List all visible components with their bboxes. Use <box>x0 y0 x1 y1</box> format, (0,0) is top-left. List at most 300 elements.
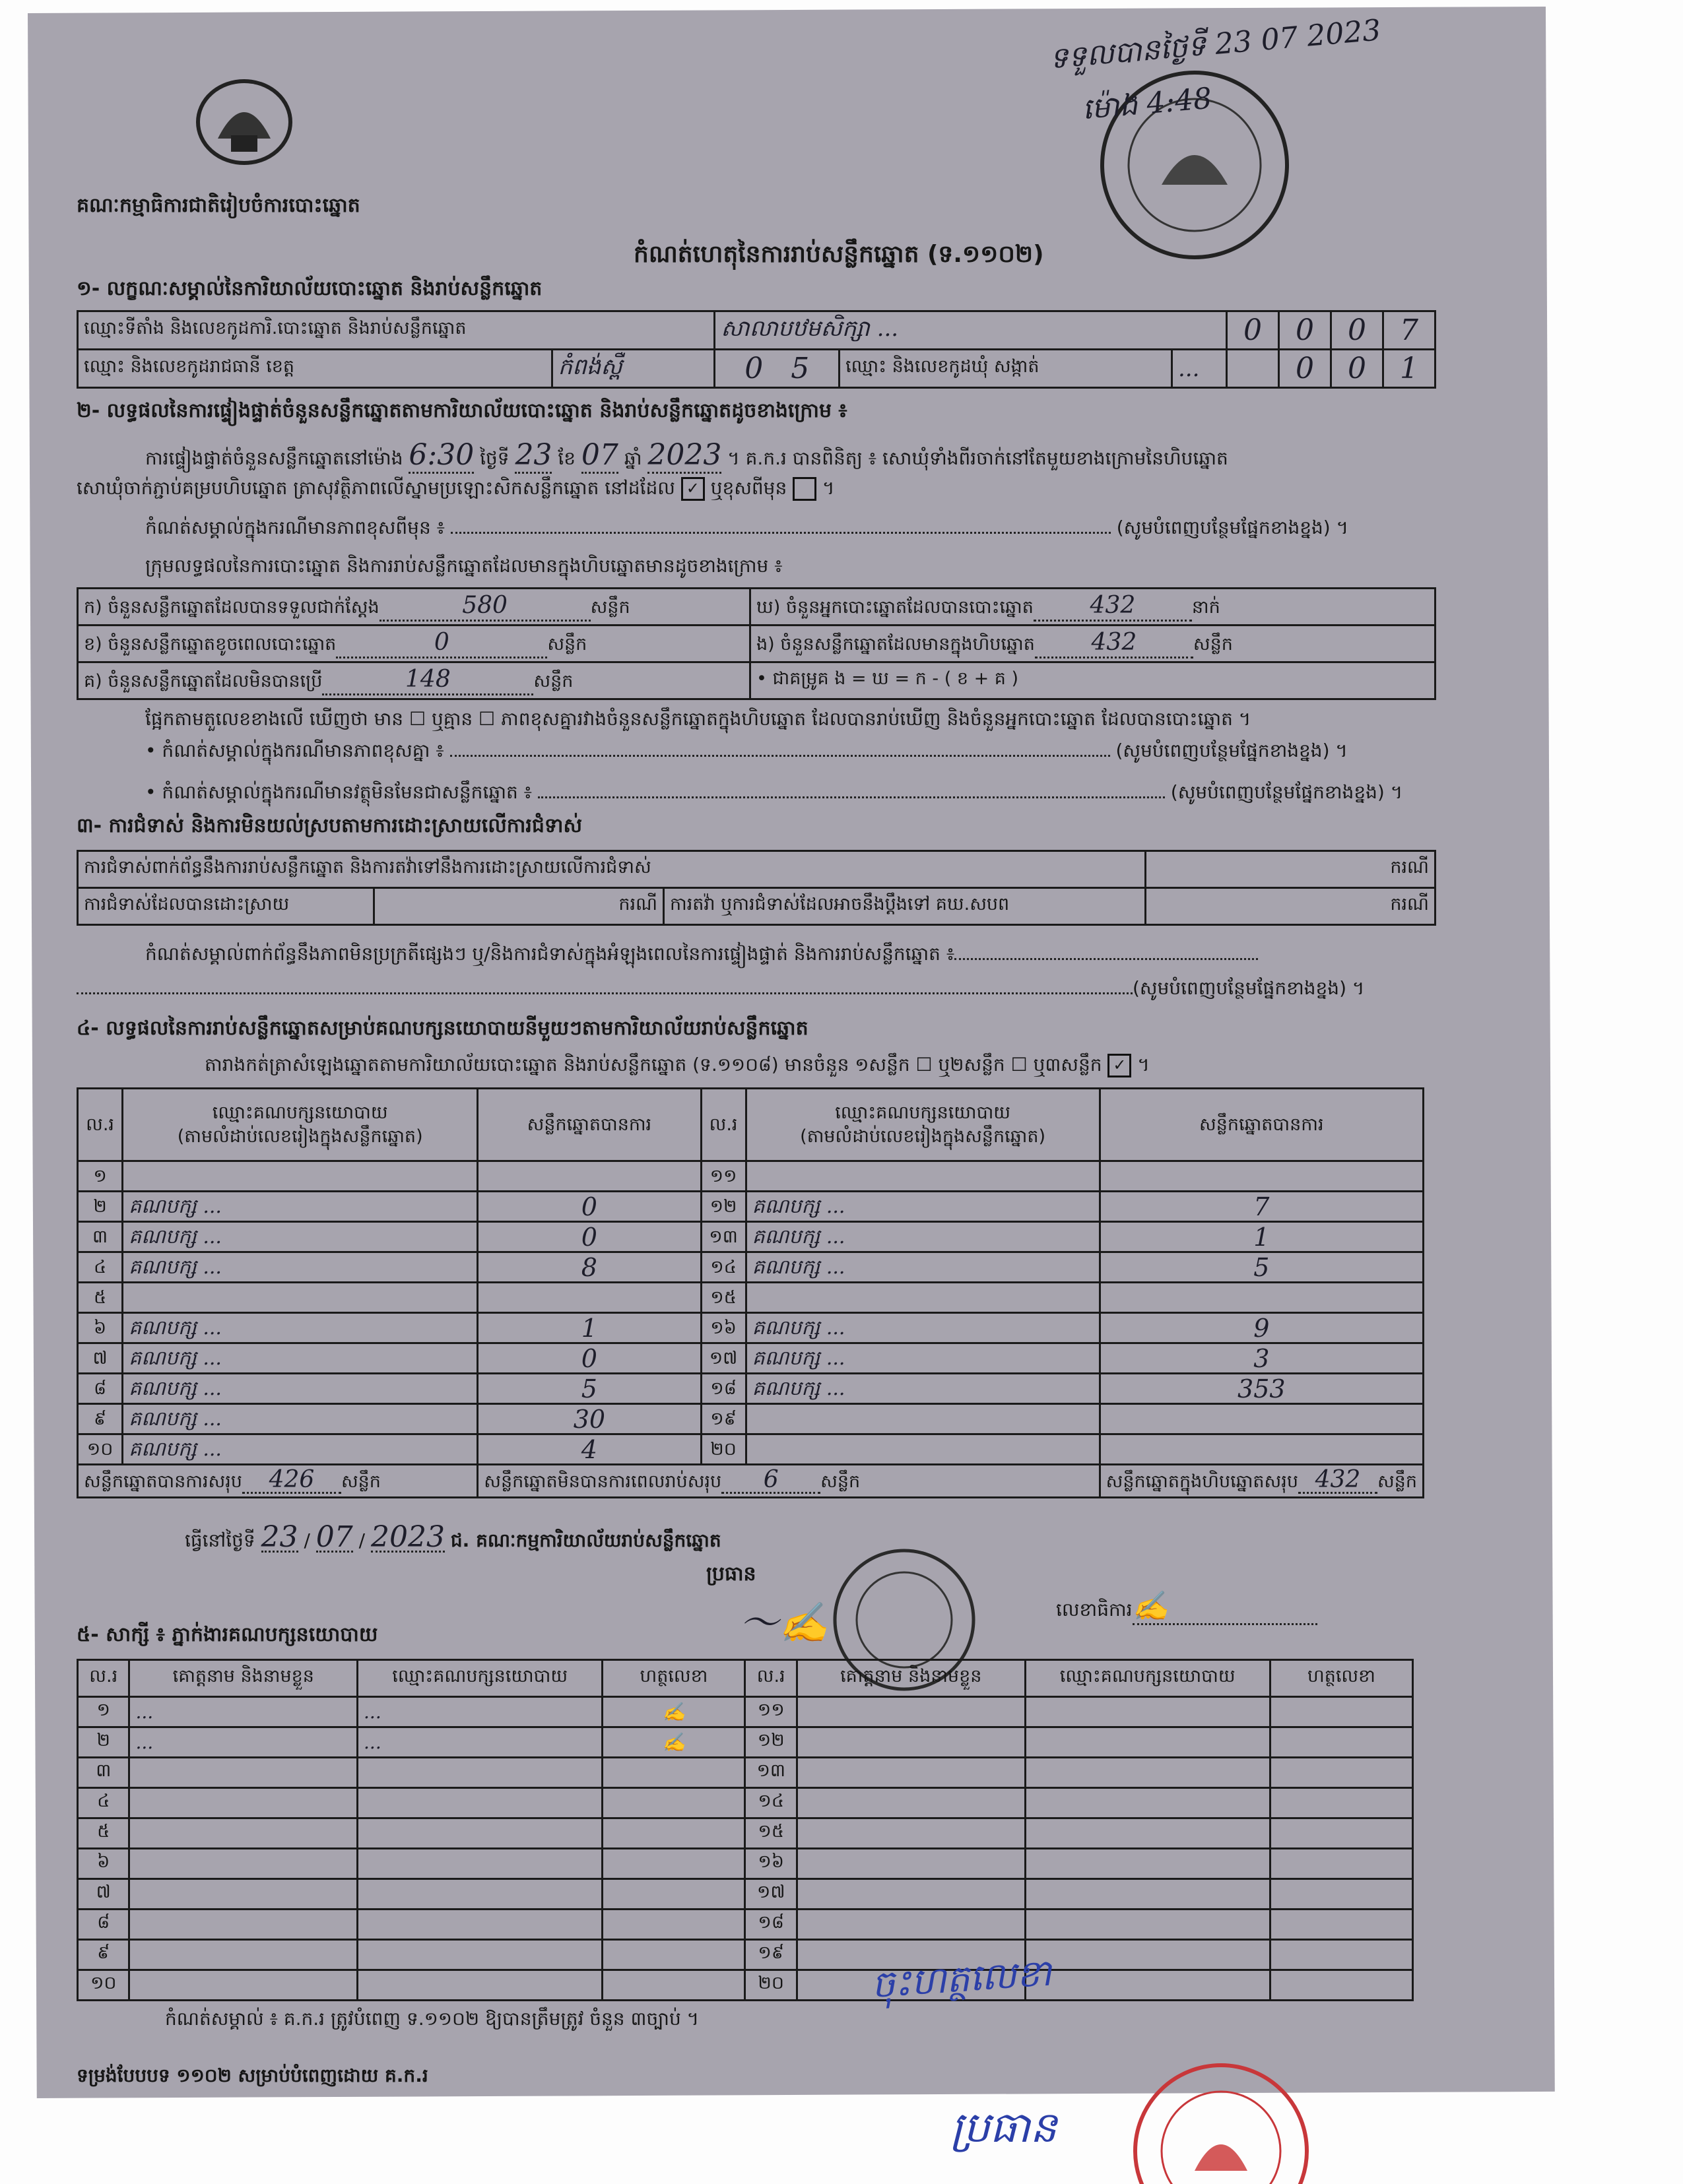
witness-name <box>129 1818 358 1849</box>
witness-no: ៧ <box>78 1879 129 1910</box>
party-row <box>78 1343 1424 1374</box>
witness-no: ១៥ <box>745 1818 797 1849</box>
secretary-line <box>1056 1589 1317 1625</box>
station-code-digit: 0 <box>1279 311 1331 350</box>
witness-no: ១២ <box>745 1727 797 1758</box>
party-row <box>78 1404 1424 1434</box>
col-name-header: គោត្តនាម និងនាមខ្លួន <box>129 1660 358 1697</box>
made-day: 23 <box>261 1520 298 1554</box>
text: ឈ្មោះគណបក្សនយោបាយ <box>212 1102 388 1123</box>
verification-line-2: សោឃុំចាក់ភ្ជាប់គម្របហិបឆ្នោត ត្រាសុវត្ថិភាពលើស្នាមប្រឡោះសិកសន្លឹកឆ្នោត នៅដដែល ✓ ឬខុសពីមុន ។ <box>77 476 835 503</box>
witness-row <box>78 1697 1413 1727</box>
unit: សន្លឹក <box>820 1471 861 1492</box>
col-no-header: ល.រ <box>745 1660 797 1697</box>
party-no: ១១ <box>701 1161 746 1192</box>
note-blank <box>954 958 1258 960</box>
party-row <box>78 1374 1424 1404</box>
col-no-header: ល.រ <box>78 1660 129 1697</box>
text: ឆ្នាំ <box>624 447 642 469</box>
witness-no: ១៤ <box>745 1788 797 1818</box>
witness-no: ៥ <box>78 1818 129 1849</box>
party-votes: 5 <box>1100 1252 1423 1283</box>
witness-no: ១០ <box>78 1970 129 2001</box>
witness-table <box>77 1659 1414 2001</box>
section4-heading: ៤- លទ្ធផលនៃការរាប់សន្លឹកឆ្នោតសម្រាប់គណបក្សនយោបាយនីមួយៗតាមការិយាល័យរាប់សន្លឹកឆ្នោត <box>77 1017 808 1040</box>
party-no: ១០ <box>78 1434 123 1465</box>
unit: សន្លឹក <box>533 670 574 691</box>
party-row <box>78 1252 1424 1283</box>
witness-row <box>78 1818 1413 1849</box>
totals-row <box>78 1465 1424 1498</box>
objection-cases: ករណី <box>1146 851 1436 888</box>
witness-no: ៣ <box>78 1758 129 1788</box>
station-label: ឈ្មោះទីតាំង និងលេខកូដការិ.បោះឆ្នោត និងរាប់សន្លឹកឆ្នោត <box>78 311 715 350</box>
witness-row <box>78 1788 1413 1818</box>
count-label: គ) ចំនួនសន្លឹកឆ្នោតដែលមិនបានប្រើ <box>84 670 323 691</box>
witness-name <box>797 1727 1025 1758</box>
form-footer: ទម្រង់បែបបទ ១១០២ សម្រាប់បំពេញដោយ គ.ក.រ <box>77 2065 428 2086</box>
count-label: ង) ចំនួនសន្លឹកឆ្នោតដែលមានក្នុងហិបឆ្នោត <box>756 633 1035 655</box>
text: ថ្ងៃទី <box>480 447 510 469</box>
text: • កំណត់សម្គាល់ក្នុងករណីមានវត្ថុមិនមែនជាសន្លឹកឆ្នោត ៖ <box>145 781 532 803</box>
spacer <box>1227 350 1279 388</box>
witness-party: ... <box>358 1727 603 1758</box>
party-no: ៤ <box>78 1252 123 1283</box>
witness-party <box>358 1818 603 1849</box>
note-diff-line <box>145 739 1432 766</box>
witness-name: ... <box>129 1697 358 1727</box>
party-name: គណបក្ស ... <box>746 1374 1100 1404</box>
box-total: 432 <box>1298 1468 1377 1494</box>
appeal-cases: ករណី <box>1146 888 1436 925</box>
witness-signature <box>603 1849 745 1879</box>
party-name: គណបក្ស ... <box>123 1192 478 1222</box>
text: តារាងកត់ត្រាសំឡេងឆ្នោតតាមការិយាល័យបោះឆ្នោត និងរាប់សន្លឹកឆ្នោត (ទ.១១០៨) មានចំនួន ១សន្លឹក ☐ ឬ២សន្លឹក ☐ ឬ៣សន្លឹក <box>205 1054 1102 1076</box>
party-row <box>78 1161 1424 1192</box>
party-votes <box>1100 1404 1423 1434</box>
witness-signature: ✍ <box>603 1697 745 1727</box>
count-left-cell <box>78 626 750 662</box>
party-name: គណបក្ស ... <box>123 1343 478 1374</box>
verification-line-1 <box>145 438 1228 474</box>
box-total-cell <box>1100 1465 1423 1498</box>
party-no: ១៥ <box>701 1283 746 1313</box>
witness-row <box>78 1758 1413 1788</box>
party-votes: 8 <box>478 1252 701 1283</box>
party-votes: 7 <box>1100 1192 1423 1222</box>
witness-row <box>78 1879 1413 1910</box>
party-name: គណបក្ស ... <box>123 1374 478 1404</box>
count-left-cell <box>78 589 750 626</box>
party-name: គណបក្ស ... <box>123 1313 478 1343</box>
text: សន្លឹកឆ្នោតបានការសរុប <box>84 1471 242 1492</box>
text: ឈ្មោះគណបក្សនយោបាយ <box>835 1102 1010 1123</box>
province-code-digit: 5 <box>791 352 810 385</box>
section5-heading: ៥- សាក្សី ៖ ភ្នាក់ងារគណបក្សនយោបាយ <box>77 1623 378 1646</box>
party-name <box>123 1161 478 1192</box>
col-votes-header: សន្លឹកឆ្នោតបានការ <box>1100 1089 1423 1161</box>
station-code-digit: 7 <box>1383 311 1436 350</box>
count-label: ក) ចំនួនសន្លឹកឆ្នោតដែលបានទទួលជាក់ស្តែង <box>84 596 380 618</box>
witness-party <box>358 1940 603 1970</box>
witness-party <box>1025 1788 1270 1818</box>
verification-time: 6:30 <box>409 438 474 474</box>
count-left-cell <box>78 662 750 699</box>
unit: សន្លឹក <box>590 596 630 618</box>
objections-table <box>77 850 1436 926</box>
party-no: ២០ <box>701 1434 746 1465</box>
text: កំណត់សម្គាល់ក្នុងករណីមានភាពខុសពីមុន ៖ <box>145 517 445 538</box>
text: ការផ្ទៀងផ្ទាត់ចំនួនសន្លឹកឆ្នោតនៅម៉ោង <box>145 447 403 469</box>
party-votes: 4 <box>478 1434 701 1465</box>
party-votes: 5 <box>478 1374 701 1404</box>
witness-party <box>1025 1727 1270 1758</box>
party-row <box>78 1192 1424 1222</box>
party-no: ៥ <box>78 1283 123 1313</box>
objection-note <box>145 942 1258 969</box>
witness-signature: ✍ <box>603 1727 745 1758</box>
witness-party <box>1025 1910 1270 1940</box>
result-intro: ក្រុមលទ្ធផលនៃការបោះឆ្នោត និងការរាប់សន្លឹកឆ្នោតដែលមានក្នុងហិបឆ្នោតមានដូចខាងក្រោម ៖ <box>145 555 783 577</box>
party-no: ២ <box>78 1192 123 1222</box>
party-votes: 1 <box>478 1313 701 1343</box>
witness-signature <box>603 1879 745 1910</box>
witness-party <box>1025 1818 1270 1849</box>
commune-value: ... <box>1172 350 1227 388</box>
witness-party <box>358 1758 603 1788</box>
witness-signature <box>1270 1758 1412 1788</box>
party-votes <box>478 1283 701 1313</box>
commune-code-digit: 0 <box>1331 350 1383 388</box>
witness-no: ១៣ <box>745 1758 797 1788</box>
party-name <box>746 1161 1100 1192</box>
section2-heading: ២- លទ្ធផលនៃការផ្ទៀងផ្ទាត់ចំនួនសន្លឹកឆ្នោតតាមការិយាល័យបោះឆ្នោត និងរាប់សន្លឹកឆ្នោតដូចខាងក្រោម ៖ <box>77 399 847 422</box>
witness-name <box>797 1818 1025 1849</box>
nec-emblem-logo <box>191 73 297 172</box>
station-info-table <box>77 310 1436 389</box>
witness-party <box>1025 1970 1270 2001</box>
province-code <box>715 350 840 388</box>
party-name: គណបក្ស ... <box>746 1222 1100 1252</box>
witness-party <box>1025 1879 1270 1910</box>
witness-no: ១៨ <box>745 1910 797 1940</box>
witness-signature <box>1270 1818 1412 1849</box>
party-votes: 1 <box>1100 1222 1423 1252</box>
witness-name <box>129 1758 358 1788</box>
party-row <box>78 1283 1424 1313</box>
org-name: គណៈកម្មាធិការជាតិរៀបចំការបោះឆ្នោត <box>77 194 360 217</box>
party-name: គណបក្ស ... <box>123 1404 478 1434</box>
col-sign-header: ហត្ថលេខា <box>1270 1660 1412 1697</box>
party-votes <box>1100 1434 1423 1465</box>
col-votes-header: សន្លឹកឆ្នោតបានការ <box>478 1089 701 1161</box>
col-name-header: គោត្តនាម និងនាមខ្លួន <box>797 1660 1025 1697</box>
text: • កំណត់សម្គាល់ក្នុងករណីមានភាពខុសគ្នា ៖ <box>145 740 444 761</box>
party-no: ៨ <box>78 1374 123 1404</box>
party-votes: 9 <box>1100 1313 1423 1343</box>
witness-row <box>78 1910 1413 1940</box>
witness-party <box>358 1788 603 1818</box>
party-no: ១៩ <box>701 1404 746 1434</box>
col-no-header: ល.រ <box>701 1089 746 1161</box>
party-votes: 0 <box>478 1222 701 1252</box>
witness-party <box>358 1849 603 1879</box>
secretary-signature: ✍ <box>1133 1589 1317 1625</box>
text: ។ គ.ក.រ បានពិនិត្យ ៖ សោឃុំទាំងពីរចាក់នៅតែមួយខាងក្រោមនៃហិបឆ្នោត <box>727 447 1228 469</box>
witness-header-row <box>78 1660 1413 1697</box>
witness-signature <box>1270 1879 1412 1910</box>
note-blank <box>538 796 1165 798</box>
witness-name <box>129 1940 358 1970</box>
witness-name <box>797 1910 1025 1940</box>
witness-party <box>358 1910 603 1940</box>
col-no-header: ល.រ <box>78 1089 123 1161</box>
count-value: 148 <box>322 666 533 695</box>
text: (តាមលំដាប់លេខរៀងក្នុងសន្លឹកឆ្នោត) <box>800 1126 1046 1147</box>
form-title: កំណត់ហេតុនៃការរាប់សន្លឹកឆ្នោត (ទ.១១០២) <box>634 241 1044 268</box>
witness-row <box>78 1940 1413 1970</box>
section3-heading: ៣- ការជំទាស់ និងការមិនយល់ស្របតាមការដោះស្រាយលើការជំទាស់ <box>77 814 583 837</box>
text: ឬខុសពីមុន <box>710 477 787 499</box>
count-value: 432 <box>1035 629 1193 658</box>
party-no: ១៧ <box>701 1343 746 1374</box>
party-votes: 0 <box>478 1192 701 1222</box>
text: សន្លឹកឆ្នោតក្នុងហិបឆ្នោតសរុប <box>1106 1471 1298 1492</box>
made-year: 2023 <box>371 1520 445 1554</box>
witness-signature <box>603 1758 745 1788</box>
witness-party: ... <box>358 1697 603 1727</box>
intact-checkbox[interactable]: ✓ <box>681 477 705 501</box>
count-label: ឃ) ចំនួនអ្នកបោះឆ្នោតដែលបានបោះឆ្នោត <box>756 596 1034 618</box>
party-no: ១៣ <box>701 1222 746 1252</box>
witness-signature <box>603 1818 745 1849</box>
witness-signature <box>603 1940 745 1970</box>
witness-no: ១ <box>78 1697 129 1727</box>
witness-no: ២០ <box>745 1970 797 2001</box>
party-row <box>78 1222 1424 1252</box>
unit: សន្លឹក <box>341 1471 381 1492</box>
witness-name <box>797 1879 1025 1910</box>
witness-signature <box>603 1910 745 1940</box>
count-label: ខ) ចំនួនសន្លឹកឆ្នោតខូចពេលបោះឆ្នោត <box>84 633 337 655</box>
blue-handwriting-1: ចុះហត្ថលេខា <box>870 1951 1053 2007</box>
witness-name <box>797 1697 1025 1727</box>
section1-heading: ១- លក្ខណៈសម្គាល់នៃការិយាល័យបោះឆ្នោត និងរាប់សន្លឹកឆ្នោត <box>77 277 543 300</box>
witness-no: ២ <box>78 1727 129 1758</box>
witness-no: ១៦ <box>745 1849 797 1879</box>
party-votes: 30 <box>478 1404 701 1434</box>
witness-signature <box>1270 1910 1412 1940</box>
witness-party <box>1025 1697 1270 1727</box>
party-name: គណបក្ស ... <box>123 1434 478 1465</box>
compare-line: ផ្អែកតាមតួលេខខាងលើ ឃើញថា មាន ☐ ឬគ្មាន ☐ ភាពខុសគ្នារវាងចំនួនសន្លឹកឆ្នោតក្នុងហិបឆ្នោត ដែលបានរាប់ឃើញ និងចំនួនអ្នកបោះឆ្នោត ដែលបានបោះឆ្នោត ។ <box>145 708 1251 730</box>
witness-name <box>129 1788 358 1818</box>
commune-code-digit: 0 <box>1279 350 1331 388</box>
ballot-count-table <box>77 587 1436 700</box>
note-blank <box>77 992 1133 994</box>
witness-name <box>129 1970 358 2001</box>
verification-month: 07 <box>581 438 618 474</box>
party-name: គណបក្ស ... <box>746 1313 1100 1343</box>
party-name: គណបក្ស ... <box>123 1222 478 1252</box>
difference-note-line <box>145 516 1432 543</box>
party-votes <box>1100 1161 1423 1192</box>
appeal-label: ការតវ៉ា ឬការជំទាស់ដែលអាចនឹងប្តឹងទៅ គឃ.សបព <box>664 888 1146 925</box>
col-party-header <box>123 1089 478 1161</box>
witness-no: ៤ <box>78 1788 129 1818</box>
witness-party <box>1025 1758 1270 1788</box>
witness-signature <box>603 1970 745 2001</box>
party-votes <box>478 1161 701 1192</box>
province-value: កំពង់ស្ពឺ <box>552 350 715 388</box>
col-party-header: ឈ្មោះគណបក្សនយោបាយ <box>1025 1660 1270 1697</box>
party-name: គណបក្ស ... <box>746 1192 1100 1222</box>
witness-signature <box>1270 1727 1412 1758</box>
text: ធ្វើនៅថ្ងៃទី <box>185 1529 255 1551</box>
unit: សន្លឹក <box>547 633 587 655</box>
count-row <box>78 662 1436 699</box>
text: (សូមបំពេញបន្ថែមផ្នែកខាងខ្នង) ។ <box>1116 517 1349 538</box>
witness-party <box>1025 1849 1270 1879</box>
witness-no: ៦ <box>78 1849 129 1879</box>
province-label: ឈ្មោះ និងលេខកូដរាជធានី ខេត្ត <box>78 350 552 388</box>
witness-party <box>358 1879 603 1910</box>
verification-year: 2023 <box>647 438 721 474</box>
damaged-checkbox[interactable] <box>793 477 816 501</box>
note-blank <box>450 755 1110 757</box>
party-votes <box>1100 1283 1423 1313</box>
count-row <box>78 589 1436 626</box>
text: (តាមលំដាប់លេខរៀងក្នុងសន្លឹកឆ្នោត) <box>177 1126 423 1147</box>
witness-no: ១៩ <box>745 1940 797 1970</box>
commune-code-digit: 1 <box>1383 350 1436 388</box>
count-label: • ជាគម្រូគ ង = ឃ = ក - ( ខ + គ ) <box>756 668 1019 689</box>
witness-row <box>78 1727 1413 1758</box>
witness-signature <box>1270 1970 1412 2001</box>
text: កំណត់សម្គាល់ពាក់ព័ន្ធនឹងភាពមិនប្រក្រតីផ្សេងៗ ឬ/និងការជំទាស់ក្នុងអំឡុងពេលនៃការផ្ទៀងផ្ទាត់ និងការរាប់សន្លឹកឆ្នោត ៖ <box>145 943 955 965</box>
objection-label: ការជំទាស់ពាក់ព័ន្ធនឹងការរាប់សន្លឹកឆ្នោត និងការតវ៉ាទៅនឹងការដោះស្រាយលើការជំទាស់ <box>78 851 1146 888</box>
text: សោឃុំចាក់ភ្ជាប់គម្របហិបឆ្នោត ត្រាសុវត្ថិភាពលើស្នាមប្រឡោះសិកសន្លឹកឆ្នោត នៅដដែល <box>77 477 675 499</box>
witness-name <box>129 1879 358 1910</box>
party-no: ៦ <box>78 1313 123 1343</box>
party-no: ១៤ <box>701 1252 746 1283</box>
witness-name <box>797 1849 1025 1879</box>
witness-signature <box>1270 1697 1412 1727</box>
party-no: ៣ <box>78 1222 123 1252</box>
invalid-total-cell <box>478 1465 1100 1498</box>
witness-name <box>129 1910 358 1940</box>
valid-total: 426 <box>242 1468 341 1494</box>
witness-row <box>78 1970 1413 2001</box>
party-no: ៧ <box>78 1343 123 1374</box>
text: លេខាធិការ <box>1056 1599 1133 1621</box>
party-name <box>746 1434 1100 1465</box>
three-sheets-checkbox[interactable]: ✓ <box>1107 1054 1131 1077</box>
valid-total-cell <box>78 1465 478 1498</box>
station-code-digit: 0 <box>1331 311 1383 350</box>
count-value: 432 <box>1034 592 1192 622</box>
text: សន្លឹកឆ្នោតមិនបានការពេលរាប់សរុប <box>484 1471 722 1492</box>
count-right-cell <box>750 589 1436 626</box>
objection-note-2 <box>77 977 1364 1004</box>
party-no: ១៨ <box>701 1374 746 1404</box>
party-name <box>746 1283 1100 1313</box>
witness-name <box>129 1849 358 1879</box>
province-code-digit: 0 <box>744 352 764 385</box>
col-party-header: ឈ្មោះគណបក្សនយោបាយ <box>358 1660 603 1697</box>
party-name <box>746 1404 1100 1434</box>
witness-name <box>797 1758 1025 1788</box>
witness-signature <box>1270 1940 1412 1970</box>
witness-signature <box>1270 1849 1412 1879</box>
form-note: កំណត់សម្គាល់ ៖ គ.ក.រ ត្រូវបំពេញ ទ.១១០២ ឱ្យបានត្រឹមត្រូវ ចំនួន ៣ច្បាប់ ។ <box>165 2008 700 2030</box>
party-name: គណបក្ស ... <box>746 1252 1100 1283</box>
party-votes: 3 <box>1100 1343 1423 1374</box>
red-official-stamp <box>1122 2052 1320 2184</box>
verification-day: 23 <box>515 438 552 474</box>
committee-label: ជ. គណៈកម្មការិយាល័យរាប់សន្លឹកឆ្នោត <box>450 1529 721 1551</box>
party-votes: 0 <box>478 1343 701 1374</box>
count-right-cell <box>750 662 1436 699</box>
party-no: ១២ <box>701 1192 746 1222</box>
resolved-cases: ករណី <box>374 888 664 925</box>
witness-no: ៨ <box>78 1910 129 1940</box>
made-on-line: ធ្វើនៅថ្ងៃទី 23 / 07 / 2023 ជ. គណៈកម្មការិយាល័យរាប់សន្លឹកឆ្នោត <box>185 1520 721 1554</box>
station-value: សាលាបឋមសិក្សា ... <box>715 311 1227 350</box>
count-value: 0 <box>336 629 547 658</box>
text: (សូមបំពេញបន្ថែមផ្នែកខាងខ្នង) ។ <box>1115 740 1348 761</box>
unit: សន្លឹក <box>1377 1471 1417 1492</box>
witness-no: ១១ <box>745 1697 797 1727</box>
text: (សូមបំពេញបន្ថែមផ្នែកខាងខ្នង) ។ <box>1170 781 1403 803</box>
made-month: 07 <box>315 1520 353 1554</box>
text: ខែ <box>558 447 576 469</box>
station-code-digit: 0 <box>1227 311 1279 350</box>
witness-party <box>1025 1940 1270 1970</box>
chair-signature: 〜✍ <box>739 1600 828 1646</box>
count-right-cell <box>750 626 1436 662</box>
party-results-table <box>77 1087 1424 1498</box>
resolved-label: ការជំទាស់ដែលបានដោះស្រាយ <box>78 888 374 925</box>
note-blank <box>451 532 1111 534</box>
col-party-header <box>746 1089 1100 1161</box>
party-no: ១៦ <box>701 1313 746 1343</box>
received-stamp-text: ទទួលបានថ្ងៃទី 23 07 2023 <box>1048 13 1383 76</box>
party-name: គណបក្ស ... <box>746 1343 1100 1374</box>
party-no: ៩ <box>78 1404 123 1434</box>
party-no: ១ <box>78 1161 123 1192</box>
received-time: ម៉ោង 4:48 <box>1080 81 1214 127</box>
count-row <box>78 626 1436 662</box>
party-name: គណបក្ស ... <box>123 1252 478 1283</box>
party-votes: 353 <box>1100 1374 1423 1404</box>
witness-row <box>78 1849 1413 1879</box>
results-header-row <box>78 1089 1424 1161</box>
witness-party <box>358 1970 603 2001</box>
witness-name: ... <box>129 1727 358 1758</box>
party-row <box>78 1313 1424 1343</box>
witness-no: ៩ <box>78 1940 129 1970</box>
party-name <box>123 1283 478 1313</box>
count-value: 580 <box>380 592 591 622</box>
invalid-total: 6 <box>721 1468 820 1494</box>
witness-signature <box>1270 1788 1412 1818</box>
party-row <box>78 1434 1424 1465</box>
witness-name <box>797 1788 1025 1818</box>
note-fake-line <box>145 781 1432 808</box>
witness-no: ១៧ <box>745 1879 797 1910</box>
unit: សន្លឹក <box>1193 633 1233 655</box>
